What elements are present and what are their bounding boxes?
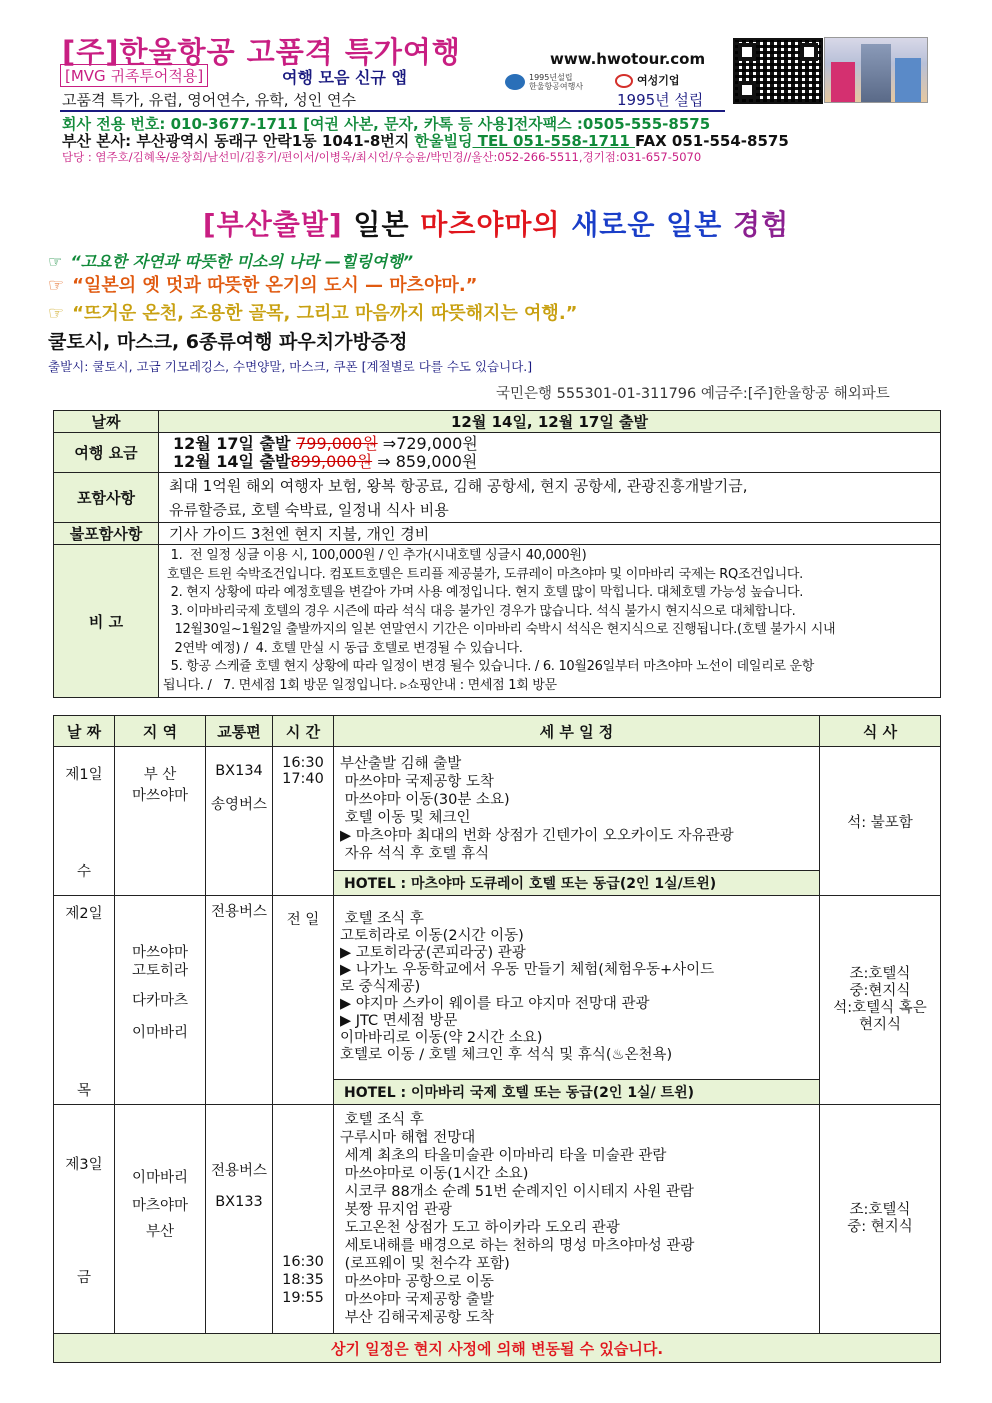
day1-itinerary: 부산출발 김해 출발 마쓰야마 국제공항 도착 마쓰야마 이동(30분 소요) 호텔 이동 및 체크인 ▶ 마츠야마 최대의 번화 상점가 긴텐가이 오오카이도 자유관광 자유 석식 후 호텔 휴식 — [334, 747, 820, 871]
day2-itinerary: 호텔 조식 후 고토히라로 이동(2시간 이동) ▶ 고토히라궁(콘피라궁) 관광 ▶ 나가노 우동학교에서 우동 만들기 체험(체험우동+사이드 로 중식제공) ▶ 야지마 스카이 웨이를 타고 야지마 전망대 관광 ▶ JTC 면세점 방문 이마바리로 이동(약 2시간 소요) 호텔로 이동 / 호텔 체크인 후 석식 및 휴식(♨온천욕) — [334, 896, 820, 1080]
quote-3: ☞ “뜨거운 온천, 조용한 골목, 그리고 마음까지 따뜻해지는 여행.” — [48, 303, 578, 324]
building-photo — [824, 37, 928, 103]
date-label: 날짜 — [54, 411, 159, 433]
day1-cell: 제1일 수 — [54, 747, 115, 896]
day3-time: 16:30 18:35 19:55 — [273, 1105, 334, 1334]
remarks-label: 비 고 — [54, 545, 159, 698]
women-enterprise-icon — [615, 74, 633, 88]
included-label: 포함사항 — [54, 473, 159, 523]
brand-title: [주]한울항공 고품격 특가여행 — [62, 35, 461, 69]
fare-values: 12월 17일 출발 799,000원 ⇒729,000원 12월 14일 출발899,000원 ⇒ 859,000원 — [159, 433, 941, 473]
schedule-table — [53, 715, 941, 1363]
pointing-hand-icon: ☞ — [48, 252, 63, 271]
day1-meal: 석: 불포함 — [820, 747, 941, 896]
tagline: 고품격 특가, 유럽, 영어연수, 유학, 성인 연수 — [62, 91, 357, 109]
women-enterprise-badge: 여성기업 — [615, 72, 680, 88]
col-region: 지 역 — [115, 716, 206, 747]
col-time: 시 간 — [273, 716, 334, 747]
included-value: 최대 1억원 해외 여행자 보험, 왕복 항공료, 김해 공항세, 현지 공항세, 관광진흥개발기금, 유류할증료, 호텔 숙박료, 일정내 식사 비용 — [159, 473, 941, 523]
day2-hotel: HOTEL : 이마바리 국제 호텔 또는 동급(2인 1실/ 트윈) — [334, 1080, 820, 1105]
col-itinerary: 세 부 일 정 — [334, 716, 820, 747]
day3-transport: 전용버스 BX133 — [206, 1105, 273, 1334]
day3-region: 이마바리 마츠야마 부산 — [115, 1105, 206, 1334]
excluded-label: 불포함사항 — [54, 523, 159, 545]
page-title: [부산출발] 일본 마츠야마의 새로운 일본 경험 — [202, 208, 790, 241]
head-office-address: 부산 본사: 부산광역시 동래구 안락1동 1041-8번지 한울빌딩 TEL 051-558-1711 FAX 051-554-8575 — [62, 132, 789, 150]
pointing-hand-icon: ☞ — [48, 275, 65, 296]
day3-cell: 제3일 금 — [54, 1105, 115, 1334]
day3-meal: 조:호텔식 중: 현지식 — [820, 1105, 941, 1334]
excluded-value: 기사 가이드 3천엔 현지 지불, 개인 경비 — [159, 523, 941, 545]
quote-2: ☞ “일본의 옛 멋과 따뜻한 온기의 도시 — 마츠야마.” — [48, 275, 478, 296]
mvg-badge: [MVG 귀족투어적용] — [60, 64, 208, 87]
schedule-disclaimer: 상기 일정은 현지 사정에 의해 변동될 수 있습니다. — [54, 1334, 941, 1363]
col-meal: 식 사 — [820, 716, 941, 747]
day2-region: 마쓰야마 고토히라 다카마츠 이마바리 — [115, 896, 206, 1105]
remarks-value: 1. 전 일정 싱글 이용 시, 100,000원 / 인 추가(시내호텔 싱글시 40,000원) 호텔은 트윈 숙박조건입니다. 컴포트호텔은 트리플 제공불가, 도큐레이 마츠야마 및 이마바리 국제는 RQ조건입니다. 2. 현지 상황에 따라 예정호텔을 변갈아 가며 사용 예정입니다. 현지 호텔 많이 막힙니다. 대체호텔 가능성 높습니다. 3. 이마바리국제 호텔의 경우 시즌에 따라 석식 대응 불가인 경우가 많습니다. 석식 불가시 현지식으로 대체합니다. 12월30일~1월2일 출발까지의 일본 연말연시 기간은 이마바리 숙박시 석식은 현지식으로 진행됩니다.(호텔 불가시 시내 2연박 예정) / 4. 호텔 만실 시 동급 호텔로 변경될 수 있습니다. 5. 항공 스케쥴 호텔 현지 상황에 따라 일정이 변경 될수 있습니다. / 6. 10월26일부터 마츠야마 노선이 데일리로 운항 됩니다. / 7. 면세점 1회 방문 일정입니다. ▹쇼핑안내 : 면세점 1회 방문 — [159, 545, 941, 698]
fare-label: 여행 요금 — [54, 433, 159, 473]
day2-time: 전 일 — [273, 896, 334, 1105]
table-row — [54, 1105, 941, 1334]
day1-transport: BX134 송영버스 — [206, 747, 273, 896]
contact-phone: 회사 전용 번호: 010-3677-1711 [여권 사본, 문자, 카톡 등 사용]전자팩스 :0505-555-8575 — [62, 115, 711, 133]
bank-account: 국민은행 555301-01-311796 예금주:[주]한울항공 해외파트 — [496, 386, 890, 402]
day2-transport: 전용버스 — [206, 896, 273, 1105]
app-notice: 여행 모음 신규 앱 — [282, 68, 407, 87]
day2-meal: 조:호텔식 중:현지식 석:호텔식 혹은 현지식 — [820, 896, 941, 1105]
pointing-hand-icon: ☞ — [48, 303, 65, 324]
day1-hotel: HOTEL : 마츠야마 도큐레이 호텔 또는 동급(2인 1실/트윈) — [334, 871, 820, 896]
col-date: 날 짜 — [54, 716, 115, 747]
company-logo-icon — [505, 74, 525, 90]
day1-time: 16:30 17:40 — [273, 747, 334, 896]
staff-list: 담당 : 염주호/김혜옥/윤창희/남선미/김홍기/편이서/이병욱/최시언/우승윤/박민경//울산:052-266-5511,경기점:031-657-5070 — [62, 150, 702, 164]
date-value: 12월 14일, 12월 17일 출발 — [159, 411, 941, 433]
day1-region: 부 산 마쓰야마 — [115, 747, 206, 896]
website-link[interactable]: www.hwotour.com — [550, 50, 706, 68]
day2-cell: 제2일 목 — [54, 896, 115, 1105]
table-row — [54, 896, 941, 1080]
day3-itinerary: 호텔 조식 후 구루시마 해협 전망대 세계 최초의 타올미술관 이마바리 타올 미술관 관람 마쓰야마로 이동(1시간 소요) 시코쿠 88개소 순례 51번 순례지인 이시테지 사원 관람 봇짱 뮤지엄 관광 도고온천 상점가 도고 하이카라 도오리 관광 세토내해를 배경으로 하는 천하의 명성 마츠야마성 관광 (로프웨이 및 천수각 포함) 마쓰야마 공항으로 이동 마쓰야마 국제공항 출발 부산 김해국제공항 도착 — [334, 1105, 820, 1334]
table-row — [54, 747, 941, 871]
quote-1: ☞ “고요한 자연과 따뜻한 미소의 나라 —힐링여행” — [48, 252, 414, 271]
header-divider — [60, 110, 725, 112]
gift-detail: 출발시: 쿨토시, 고급 기모레깅스, 수면양말, 마스크, 쿠폰 [계절별로 다를 수도 있습니다.] — [48, 359, 533, 374]
est-badge: 1995년설립 한울항공여행사 — [505, 73, 583, 91]
gift-heading: 쿨토시, 마스크, 6종류여행 파우치가방증정 — [48, 331, 408, 353]
qr-code-icon[interactable] — [733, 38, 823, 104]
col-transport: 교통편 — [206, 716, 273, 747]
since-label: 1995년 설립 — [617, 91, 704, 109]
info-table — [53, 410, 941, 698]
